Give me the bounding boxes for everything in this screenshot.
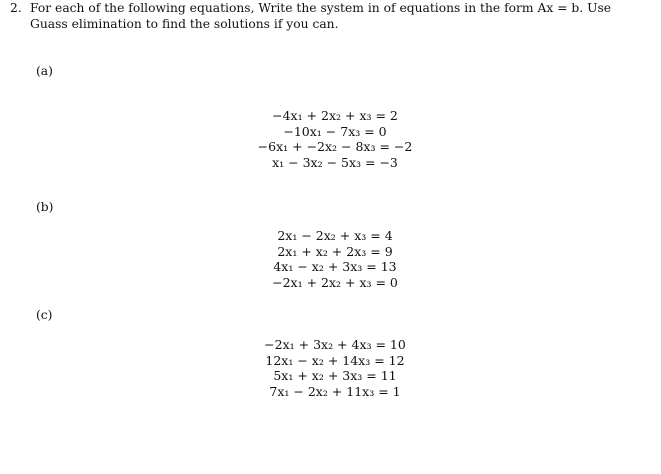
equation: −2x₁ + 3x₂ + 4x₃ = 10 bbox=[264, 337, 406, 352]
equation: 2x₁ + x₂ + 2x₃ = 9 bbox=[277, 243, 393, 259]
equation: 5x₁ + x₂ + 3x₃ = 11 bbox=[273, 368, 397, 383]
equation: −10x₁ − 7x₃ = 0 bbox=[283, 123, 387, 139]
problem-text: For each of the following equations, Write the system in of equations in the form Ax = b. Use Guass elimination to find the solutions if you can. bbox=[30, 1, 612, 31]
problem-number: 2. bbox=[10, 1, 22, 15]
equation: −2x₁ + 2x₂ + x₃ = 0 bbox=[272, 274, 398, 290]
equation-system-c bbox=[200, 337, 470, 399]
equation: 12x₁ − x₂ + 14x₃ = 12 bbox=[265, 352, 405, 368]
problem-statement bbox=[10, 0, 650, 32]
equation: x₁ − 3x₂ − 5x₃ = −3 bbox=[272, 154, 398, 170]
part-label-c: (c) bbox=[36, 308, 53, 322]
equation: −6x₁ + −2x₂ − 8x₃ = −2 bbox=[257, 139, 413, 154]
equation: −4x₁ + 2x₂ + x₃ = 2 bbox=[272, 108, 398, 123]
equation-system-a bbox=[200, 108, 470, 170]
part-label-b: (b) bbox=[36, 200, 54, 214]
equation: 7x₁ − 2x₂ + 11x₃ = 1 bbox=[269, 383, 401, 399]
equation: 4x₁ − x₂ + 3x₃ = 13 bbox=[273, 259, 397, 274]
equation-system-b bbox=[200, 228, 470, 290]
part-label-a: (a) bbox=[36, 64, 53, 78]
equation: 2x₁ − 2x₂ + x₃ = 4 bbox=[277, 228, 393, 243]
